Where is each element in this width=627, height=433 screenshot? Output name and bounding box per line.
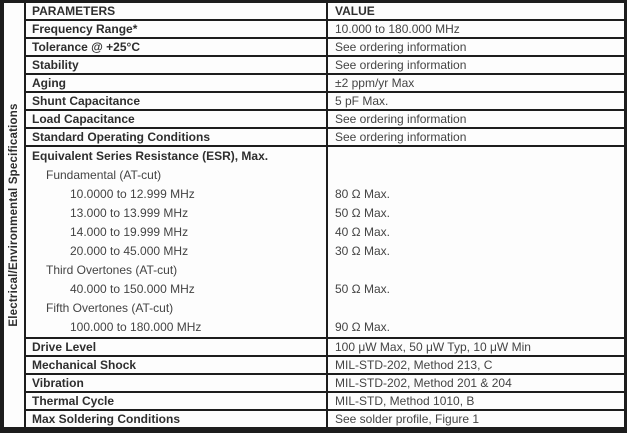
value-cell: See solder profile, Figure 1	[335, 412, 480, 426]
parameter-cell: Tolerance @ +25°C	[26, 39, 328, 55]
esr-value-line: 30 Ω Max.	[335, 244, 390, 258]
table-row	[26, 357, 624, 375]
esr-parameter-line: Fifth Overtones (AT-cut)	[46, 301, 174, 315]
value-cell: 100 μW Max, 50 μW Typ, 10 μW Min	[335, 340, 531, 354]
value-cell: MIL-STD-202, Method 213, C	[335, 358, 493, 372]
parameter-cell: Aging	[26, 75, 328, 91]
table-row	[26, 339, 624, 357]
spec-table	[26, 3, 624, 427]
parameter-cell: Load Capacitance	[26, 111, 328, 127]
value-cell: See ordering information	[335, 130, 467, 144]
vertical-section-label	[4, 3, 26, 427]
esr-parameter-line: 14.000 to 19.999 MHz	[70, 225, 189, 239]
esr-value-line: 90 Ω Max.	[335, 320, 390, 334]
value-cell	[328, 147, 624, 337]
column-header-parameters: PARAMETERS	[26, 3, 328, 19]
table-row	[26, 57, 624, 75]
section-title: Electrical/Environmental Specifications	[8, 103, 20, 327]
table-row	[26, 129, 624, 147]
esr-value-line	[328, 299, 624, 318]
parameter-cell: Standard Operating Conditions	[26, 129, 328, 145]
esr-value-line	[328, 261, 624, 280]
value-cell: MIL-STD, Method 1010, B	[335, 394, 475, 408]
esr-value-line: 50 Ω Max.	[335, 206, 390, 220]
table-row	[26, 75, 624, 93]
parameter-cell: Thermal Cycle	[26, 393, 328, 409]
parameter-cell: Shunt Capacitance	[26, 93, 328, 109]
esr-parameter-line: Fundamental (AT-cut)	[46, 168, 162, 182]
esr-parameter-line: 10.0000 to 12.999 MHz	[70, 187, 195, 201]
table-row	[26, 411, 624, 427]
parameter-cell: Stability	[26, 57, 328, 73]
value-cell: See ordering information	[335, 112, 467, 126]
table-row	[26, 39, 624, 57]
esr-parameter-line: Third Overtones (AT-cut)	[46, 263, 178, 277]
value-cell: 5 pF Max.	[335, 94, 389, 108]
table-row-esr-group	[26, 147, 624, 339]
parameter-cell: Mechanical Shock	[26, 357, 328, 373]
esr-value-line	[328, 166, 624, 185]
esr-parameter-line: 20.000 to 45.000 MHz	[70, 244, 189, 258]
esr-parameter-line: 40.000 to 150.000 MHz	[70, 282, 195, 296]
parameter-cell	[26, 147, 328, 337]
esr-value-line: 40 Ω Max.	[335, 225, 390, 239]
esr-parameter-line: 100.000 to 180.000 MHz	[70, 320, 202, 334]
column-header-value: VALUE	[335, 4, 375, 18]
esr-parameter-line: Equivalent Series Resistance (ESR), Max.	[32, 149, 269, 163]
parameter-cell: Frequency Range*	[26, 21, 328, 37]
esr-value-line	[328, 147, 624, 166]
esr-parameter-line: 13.000 to 13.999 MHz	[70, 206, 189, 220]
table-header-row	[26, 3, 624, 21]
parameter-cell: Max Soldering Conditions	[26, 411, 328, 427]
table-row	[26, 393, 624, 411]
table-row	[26, 375, 624, 393]
value-cell: See ordering information	[335, 40, 467, 54]
value-cell: MIL-STD-202, Method 201 & 204	[335, 376, 512, 390]
parameter-cell: Drive Level	[26, 339, 328, 355]
table-row	[26, 111, 624, 129]
parameter-cell: Vibration	[26, 375, 328, 391]
esr-value-line: 50 Ω Max.	[335, 282, 390, 296]
esr-value-line: 80 Ω Max.	[335, 187, 390, 201]
value-cell: See ordering information	[335, 58, 467, 72]
value-cell: 10.000 to 180.000 MHz	[335, 22, 460, 36]
table-row	[26, 93, 624, 111]
value-cell: ±2 ppm/yr Max	[335, 76, 415, 90]
table-row	[26, 21, 624, 39]
